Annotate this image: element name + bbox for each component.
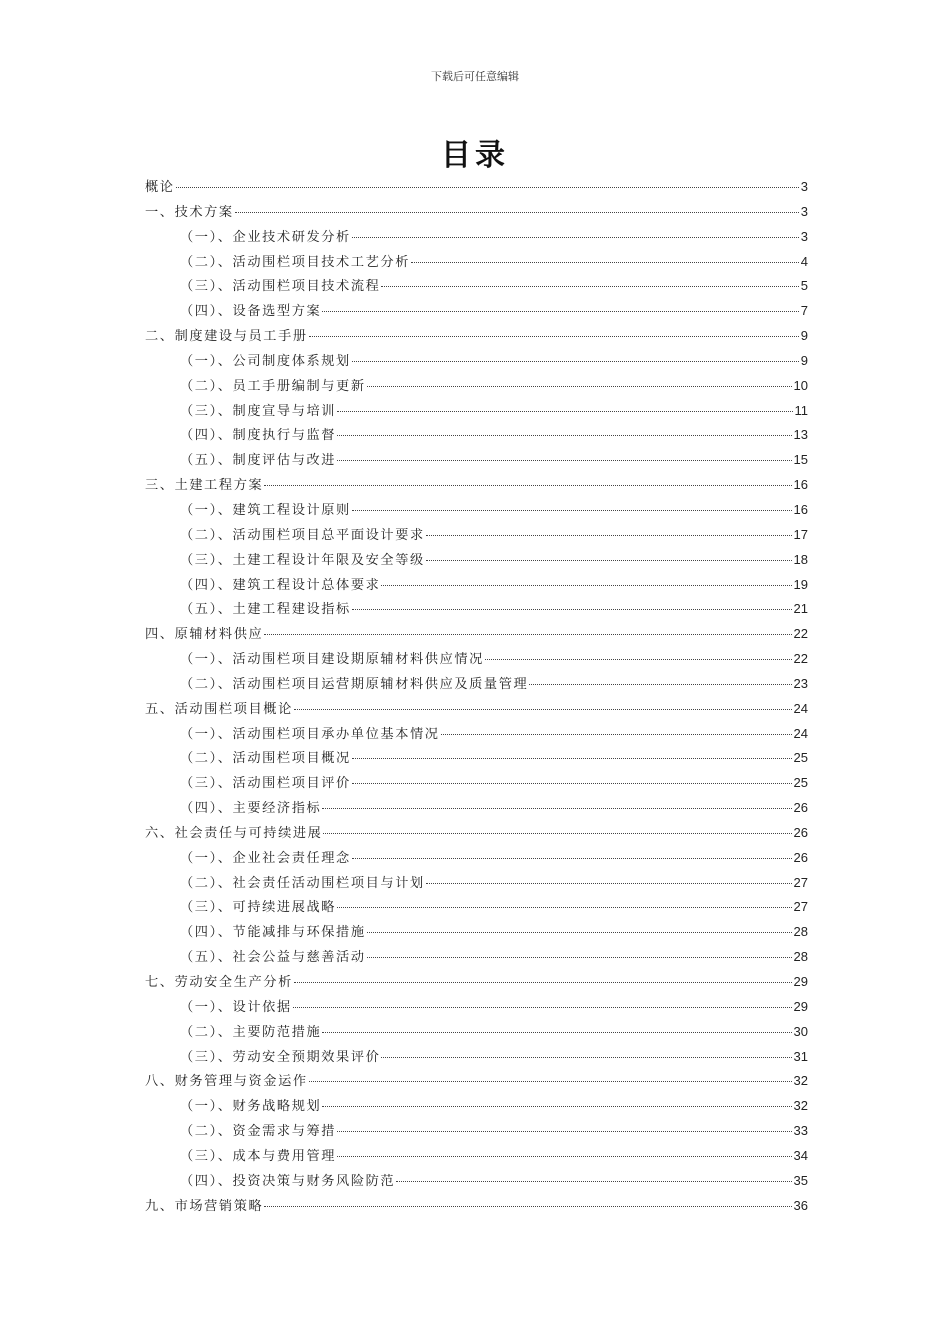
toc-entry-label: （一）、活动围栏项目建设期原辅材料供应情况 bbox=[180, 652, 484, 668]
toc-entry-label: 六、社会责任与可持续进展 bbox=[145, 825, 323, 841]
toc-entry-label: （五）、土建工程建设指标 bbox=[180, 602, 351, 618]
dot-leader bbox=[529, 684, 791, 685]
toc-entry-page-number: 31 bbox=[793, 1048, 808, 1064]
toc-entry-label: （二）、资金需求与筹措 bbox=[180, 1124, 337, 1140]
toc-subsection-entry[interactable] bbox=[145, 524, 808, 549]
toc-entry-label: （四）、主要经济指标 bbox=[180, 801, 322, 817]
toc-subsection-entry[interactable] bbox=[145, 872, 808, 897]
toc-entry-page-number: 24 bbox=[793, 725, 808, 741]
toc-entry-page-number: 21 bbox=[793, 601, 808, 617]
toc-subsection-entry[interactable] bbox=[145, 747, 808, 772]
toc-subsection-entry[interactable] bbox=[145, 996, 808, 1021]
dot-leader bbox=[426, 535, 792, 536]
toc-entry-label: 二、制度建设与员工手册 bbox=[145, 329, 308, 345]
toc-entry-page-number: 15 bbox=[793, 452, 808, 468]
dot-leader bbox=[411, 262, 799, 263]
dot-leader bbox=[337, 907, 791, 908]
dot-leader bbox=[264, 1206, 791, 1207]
toc-entry-label: （一）、公司制度体系规划 bbox=[180, 353, 351, 369]
dot-leader bbox=[352, 758, 792, 759]
dot-leader bbox=[485, 659, 792, 660]
toc-subsection-entry[interactable] bbox=[145, 797, 808, 822]
toc-entry-label: （五）、社会公益与慈善活动 bbox=[180, 950, 366, 966]
toc-entry-label: （四）、节能减排与环保措施 bbox=[180, 925, 366, 941]
toc-entry-page-number: 36 bbox=[793, 1197, 808, 1213]
toc-subsection-entry[interactable] bbox=[145, 847, 808, 872]
toc-entry-page-number: 18 bbox=[793, 551, 808, 567]
dot-leader bbox=[352, 858, 792, 859]
toc-section-entry[interactable] bbox=[145, 176, 808, 201]
toc-entry-page-number: 5 bbox=[800, 278, 808, 294]
dot-leader bbox=[293, 1007, 792, 1008]
toc-entry-label: 概论 bbox=[145, 180, 175, 195]
toc-section-entry[interactable] bbox=[145, 325, 808, 350]
toc-entry-page-number: 22 bbox=[793, 626, 808, 642]
dot-leader bbox=[322, 808, 791, 809]
table-of-contents bbox=[145, 176, 808, 1219]
toc-entry-label: 七、劳动安全生产分析 bbox=[145, 975, 293, 990]
toc-entry-page-number: 16 bbox=[793, 501, 808, 517]
toc-subsection-entry[interactable] bbox=[145, 896, 808, 921]
dot-leader bbox=[309, 336, 799, 337]
toc-entry-label: （三）、土建工程设计年限及安全等级 bbox=[180, 552, 425, 568]
toc-entry-page-number: 4 bbox=[800, 253, 808, 269]
toc-entry-page-number: 10 bbox=[793, 377, 808, 393]
dot-leader bbox=[426, 560, 792, 561]
toc-section-entry[interactable] bbox=[145, 1195, 808, 1220]
toc-entry-page-number: 25 bbox=[793, 750, 808, 766]
toc-entry-label: （二）、员工手册编制与更新 bbox=[180, 378, 366, 394]
toc-subsection-entry[interactable] bbox=[145, 1145, 808, 1170]
dot-leader bbox=[426, 883, 792, 884]
toc-entry-page-number: 30 bbox=[793, 1023, 808, 1039]
toc-entry-page-number: 28 bbox=[793, 924, 808, 940]
toc-entry-label: （二）、活动围栏项目总平面设计要求 bbox=[180, 527, 425, 543]
toc-entry-label: （一）、企业技术研发分析 bbox=[180, 229, 351, 245]
toc-entry-page-number: 35 bbox=[793, 1172, 808, 1188]
toc-entry-page-number: 19 bbox=[793, 576, 808, 592]
dot-leader bbox=[235, 212, 799, 213]
toc-subsection-entry[interactable] bbox=[145, 1021, 808, 1046]
toc-subsection-entry[interactable] bbox=[145, 772, 808, 797]
dot-leader bbox=[322, 1032, 791, 1033]
toc-section-entry[interactable] bbox=[145, 623, 808, 648]
toc-entry-label: （二）、活动围栏项目运营期原辅材料供应及质量管理 bbox=[180, 676, 529, 692]
toc-subsection-entry[interactable] bbox=[145, 598, 808, 623]
toc-entry-page-number: 26 bbox=[793, 849, 808, 865]
toc-entry-page-number: 23 bbox=[793, 675, 808, 691]
dot-leader bbox=[381, 1057, 791, 1058]
toc-subsection-entry[interactable] bbox=[145, 648, 808, 673]
dot-leader bbox=[337, 1131, 791, 1132]
toc-entry-label: （二）、活动围栏项目技术工艺分析 bbox=[180, 254, 410, 270]
dot-leader bbox=[352, 510, 792, 511]
toc-entry-label: 一、技术方案 bbox=[145, 204, 234, 220]
toc-entry-page-number: 32 bbox=[793, 1098, 808, 1114]
toc-section-entry[interactable] bbox=[145, 474, 808, 499]
toc-entry-page-number: 27 bbox=[793, 874, 808, 890]
toc-subsection-entry[interactable] bbox=[145, 275, 808, 300]
toc-section-entry[interactable] bbox=[145, 698, 808, 723]
dot-leader bbox=[264, 634, 791, 635]
toc-entry-label: （一）、企业社会责任理念 bbox=[180, 850, 351, 866]
toc-entry-page-number: 9 bbox=[800, 352, 808, 368]
toc-entry-label: 三、土建工程方案 bbox=[145, 478, 264, 494]
dot-leader bbox=[337, 411, 792, 412]
toc-entry-label: 九、市场营销策略 bbox=[145, 1198, 264, 1214]
toc-entry-label: （三）、劳动安全预期效果评价 bbox=[180, 1049, 381, 1065]
toc-subsection-entry[interactable] bbox=[145, 375, 808, 400]
toc-entry-label: （四）、投资决策与财务风险防范 bbox=[180, 1173, 396, 1189]
dot-leader bbox=[323, 833, 791, 834]
toc-entry-page-number: 24 bbox=[793, 700, 808, 716]
toc-section-entry[interactable] bbox=[145, 822, 808, 847]
toc-subsection-entry[interactable] bbox=[145, 1120, 808, 1145]
toc-entry-label: （四）、制度执行与监督 bbox=[180, 428, 337, 444]
toc-subsection-entry[interactable] bbox=[145, 449, 808, 474]
toc-subsection-entry[interactable] bbox=[145, 499, 808, 524]
toc-entry-label: （一）、建筑工程设计原则 bbox=[180, 502, 351, 518]
toc-entry-page-number: 26 bbox=[793, 824, 808, 840]
dot-leader bbox=[367, 957, 792, 958]
toc-subsection-entry[interactable] bbox=[145, 226, 808, 251]
toc-title: 目录 bbox=[441, 138, 509, 173]
toc-entry-page-number: 33 bbox=[793, 1123, 808, 1139]
dot-leader bbox=[367, 932, 792, 933]
dot-leader bbox=[309, 1081, 792, 1082]
toc-entry-label: （五）、制度评估与改进 bbox=[180, 453, 337, 469]
toc-entry-label: （一）、财务战略规划 bbox=[180, 1099, 322, 1115]
dot-leader bbox=[381, 286, 798, 287]
dot-leader bbox=[294, 709, 792, 710]
toc-entry-label: （三）、成本与费用管理 bbox=[180, 1148, 337, 1164]
dot-leader bbox=[322, 1106, 791, 1107]
toc-entry-label: （二）、社会责任活动围栏项目与计划 bbox=[180, 875, 425, 891]
toc-subsection-entry[interactable] bbox=[145, 723, 808, 748]
toc-entry-label: 五、活动围栏项目概论 bbox=[145, 701, 293, 717]
toc-entry-label: （三）、制度宣导与培训 bbox=[180, 403, 337, 419]
toc-section-entry[interactable] bbox=[145, 1070, 808, 1095]
toc-entry-page-number: 17 bbox=[793, 526, 808, 542]
dot-leader bbox=[367, 386, 792, 387]
toc-subsection-entry[interactable] bbox=[145, 300, 808, 325]
toc-entry-page-number: 3 bbox=[800, 228, 808, 244]
dot-leader bbox=[352, 237, 799, 238]
toc-subsection-entry[interactable] bbox=[145, 251, 808, 276]
toc-subsection-entry[interactable] bbox=[145, 1170, 808, 1195]
dot-leader bbox=[176, 187, 799, 188]
toc-entry-label: （四）、设备选型方案 bbox=[180, 304, 322, 320]
dot-leader bbox=[396, 1181, 791, 1182]
toc-entry-page-number: 32 bbox=[793, 1073, 808, 1089]
toc-subsection-entry[interactable] bbox=[145, 400, 808, 425]
page-header-note: 下载后可任意编辑 bbox=[431, 70, 519, 83]
toc-subsection-entry[interactable] bbox=[145, 549, 808, 574]
toc-entry-page-number: 11 bbox=[794, 402, 808, 418]
toc-entry-page-number: 26 bbox=[793, 800, 808, 816]
toc-entry-label: （一）、设计依据 bbox=[180, 999, 292, 1015]
toc-entry-page-number: 16 bbox=[793, 477, 808, 493]
toc-subsection-entry[interactable] bbox=[145, 1046, 808, 1071]
toc-entry-page-number: 27 bbox=[793, 899, 808, 915]
toc-subsection-entry[interactable] bbox=[145, 574, 808, 599]
toc-subsection-entry[interactable] bbox=[145, 424, 808, 449]
toc-entry-label: 四、原辅材料供应 bbox=[145, 627, 264, 643]
toc-entry-page-number: 29 bbox=[793, 998, 808, 1014]
toc-entry-label: （四）、建筑工程设计总体要求 bbox=[180, 577, 381, 593]
dot-leader bbox=[352, 609, 792, 610]
toc-entry-page-number: 28 bbox=[793, 949, 808, 965]
toc-entry-label: （一）、活动围栏项目承办单位基本情况 bbox=[180, 726, 440, 742]
toc-entry-page-number: 13 bbox=[793, 427, 808, 443]
toc-entry-page-number: 7 bbox=[800, 303, 808, 319]
toc-entry-label: （三）、可持续进展战略 bbox=[180, 900, 337, 916]
toc-subsection-entry[interactable] bbox=[145, 673, 808, 698]
dot-leader bbox=[337, 435, 791, 436]
dot-leader bbox=[352, 361, 799, 362]
toc-subsection-entry[interactable] bbox=[145, 1095, 808, 1120]
dot-leader bbox=[381, 585, 791, 586]
toc-section-entry[interactable] bbox=[145, 971, 808, 996]
dot-leader bbox=[294, 982, 792, 983]
toc-entry-page-number: 22 bbox=[793, 651, 808, 667]
dot-leader bbox=[441, 734, 792, 735]
toc-entry-label: （三）、活动围栏项目评价 bbox=[180, 776, 351, 792]
toc-section-entry[interactable] bbox=[145, 201, 808, 226]
toc-subsection-entry[interactable] bbox=[145, 350, 808, 375]
toc-entry-page-number: 25 bbox=[793, 775, 808, 791]
toc-subsection-entry[interactable] bbox=[145, 946, 808, 971]
dot-leader bbox=[264, 485, 791, 486]
dot-leader bbox=[337, 1156, 791, 1157]
toc-entry-page-number: 3 bbox=[800, 179, 808, 194]
toc-entry-page-number: 29 bbox=[793, 974, 808, 989]
dot-leader bbox=[352, 783, 792, 784]
toc-entry-label: （二）、活动围栏项目概况 bbox=[180, 751, 351, 767]
toc-entry-label: （三）、活动围栏项目技术流程 bbox=[180, 279, 381, 295]
toc-entry-page-number: 34 bbox=[793, 1147, 808, 1163]
toc-entry-label: （二）、主要防范措施 bbox=[180, 1024, 322, 1040]
toc-entry-page-number: 3 bbox=[800, 203, 808, 219]
dot-leader bbox=[322, 311, 798, 312]
toc-entry-page-number: 9 bbox=[800, 328, 808, 344]
dot-leader bbox=[337, 460, 791, 461]
toc-entry-label: 八、财务管理与资金运作 bbox=[145, 1074, 308, 1090]
toc-subsection-entry[interactable] bbox=[145, 921, 808, 946]
